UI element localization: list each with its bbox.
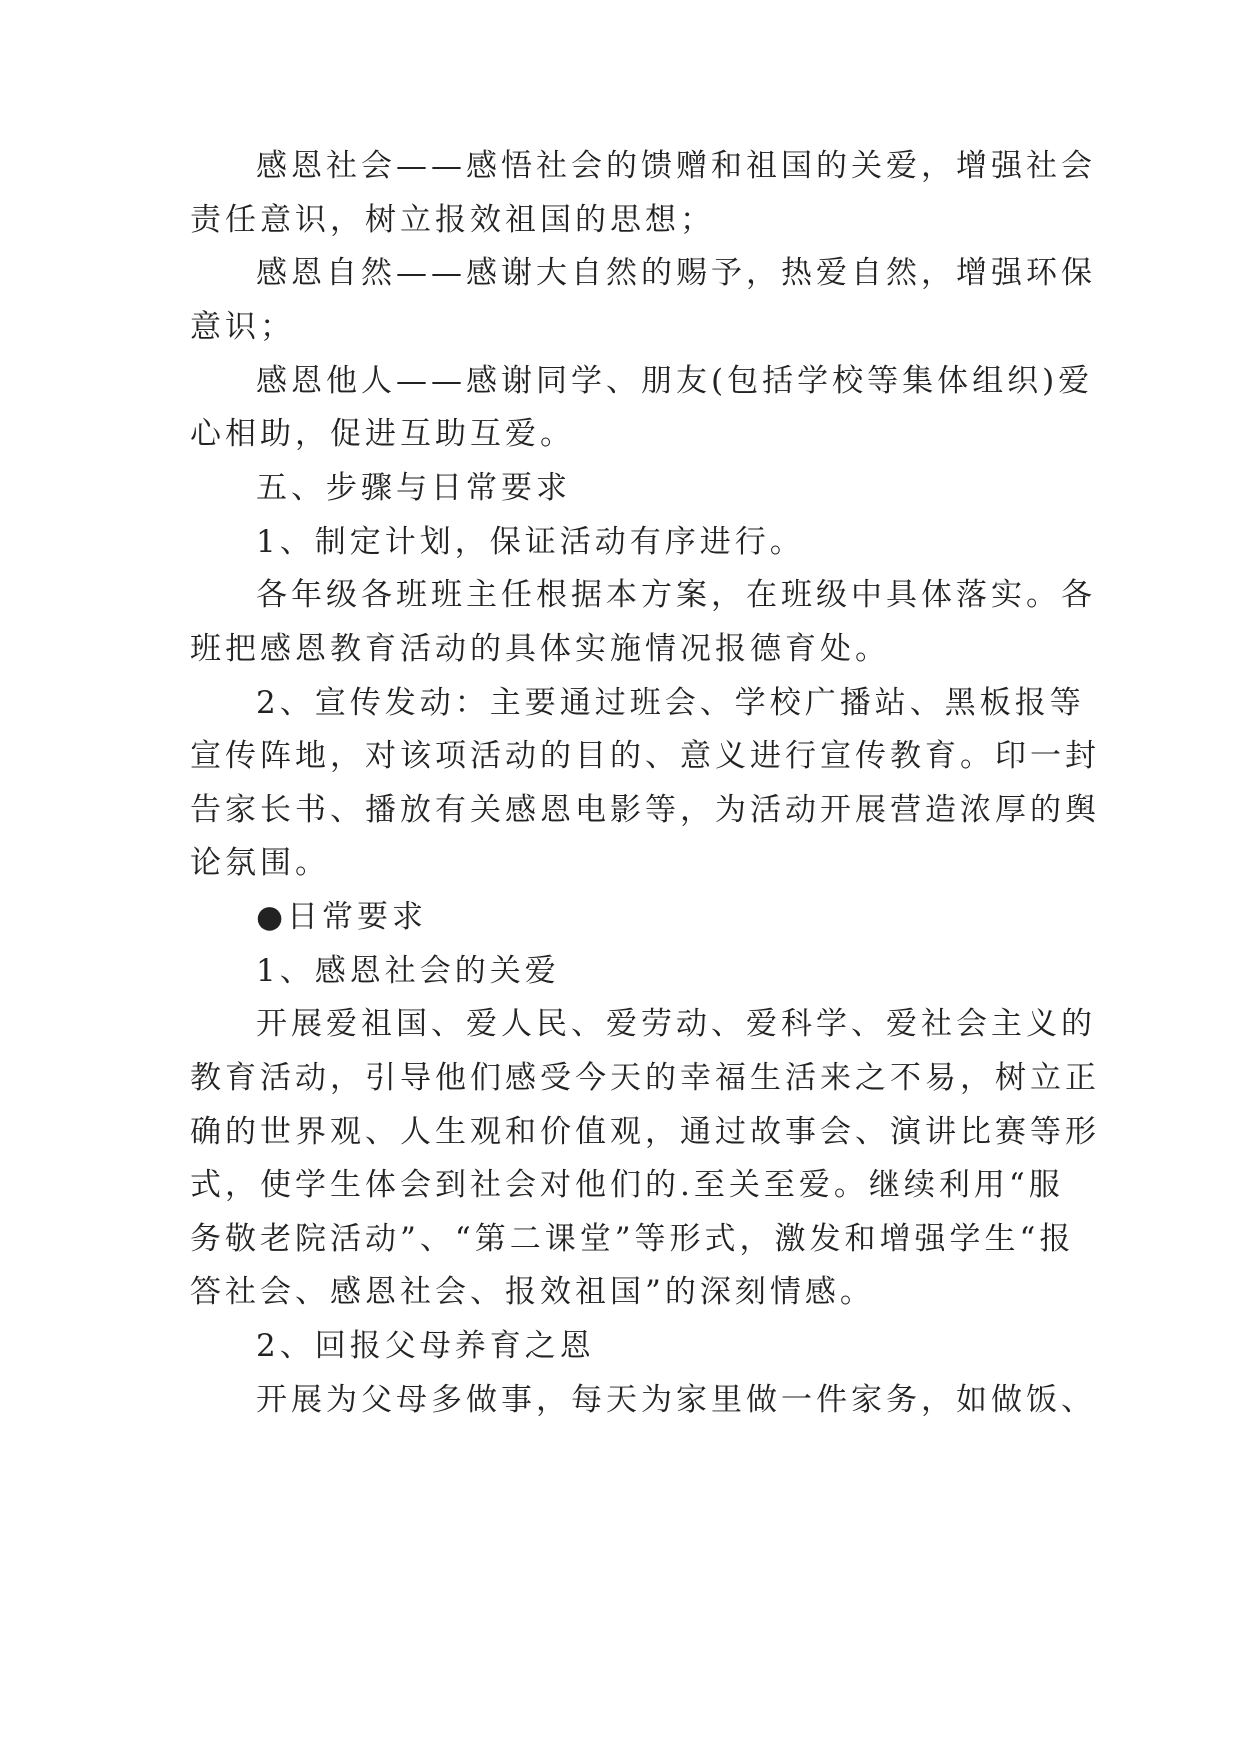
paragraph-line: 感恩自然——感谢大自然的赐予，热爱自然，增强环保 xyxy=(256,255,1096,291)
section-heading: 五、步骤与日常要求 xyxy=(256,470,571,506)
paragraph-line: 开展为父母多做事，每天为家里做一件家务，如做饭、 xyxy=(256,1382,1096,1418)
paragraph-line: 开展爱祖国、爱人民、爱劳动、爱科学、爱社会主义的 xyxy=(256,1006,1096,1042)
paragraph-line: 班把感恩教育活动的具体实施情况报德育处。 xyxy=(190,631,890,667)
subsection-heading: 1、感恩社会的关爱 xyxy=(256,953,560,989)
paragraph-line: 宣传阵地，对该项活动的目的、意义进行宣传教育。印一封 xyxy=(190,738,1100,774)
bullet-heading: ●日常要求 xyxy=(256,899,428,935)
paragraph-line: 心相助，促进互助互爱。 xyxy=(190,416,575,452)
subsection-heading: 2、回报父母养育之恩 xyxy=(256,1328,595,1364)
paragraph-line: 确的世界观、人生观和价值观，通过故事会、演讲比赛等形 xyxy=(190,1114,1100,1150)
paragraph-line: 2、宣传发动：主要通过班会、学校广播站、黑板报等 xyxy=(256,685,1085,721)
paragraph-line: 各年级各班班主任根据本方案，在班级中具体落实。各 xyxy=(256,577,1096,613)
paragraph-line: 感恩社会——感悟社会的馈赠和祖国的关爱，增强社会 xyxy=(256,148,1096,184)
paragraph-line: 答社会、感恩社会、报效祖国”的深刻情感。 xyxy=(190,1274,875,1310)
paragraph-line: 告家长书、播放有关感恩电影等，为活动开展营造浓厚的舆 xyxy=(190,792,1100,828)
paragraph-line: 感恩他人——感谢同学、朋友(包括学校等集体组织)爱 xyxy=(256,363,1094,399)
paragraph-line: 责任意识，树立报效祖国的思想； xyxy=(190,202,715,238)
paragraph-line: 式，使学生体会到社会对他们的.至关至爱。继续利用“服 xyxy=(190,1167,1064,1203)
paragraph-line: 论氛围。 xyxy=(190,845,330,881)
paragraph-line: 务敬老院活动”、“第二课堂”等形式，激发和增强学生“报 xyxy=(190,1221,1075,1257)
subsection-heading: 1、制定计划，保证活动有序进行。 xyxy=(256,524,805,560)
paragraph-line: 意识； xyxy=(190,309,295,345)
paragraph-line: 教育活动，引导他们感受今天的幸福生活来之不易，树立正 xyxy=(190,1060,1100,1096)
